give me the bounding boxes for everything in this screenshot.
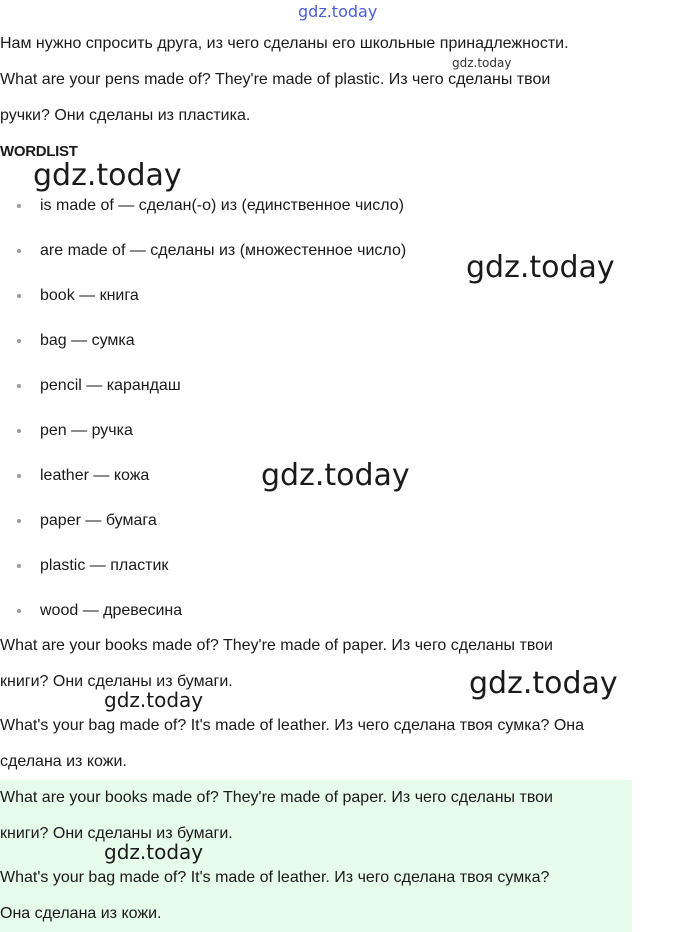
bullet-icon — [17, 204, 21, 208]
bullet-icon — [17, 609, 21, 613]
intro-line-2: What are your pens made of? They're made of plastic. Из чего сделаны твои — [0, 71, 551, 88]
bullet-icon — [17, 294, 21, 298]
bullet-icon — [17, 564, 21, 568]
bullet-icon — [17, 384, 21, 388]
answer-line-2: книги? Они сделаны из бумаги. — [0, 825, 233, 842]
watermark: gdz.today — [104, 688, 204, 712]
example-line-4: сделана из кожи. — [0, 753, 127, 770]
list-item-text: book — книга — [40, 287, 139, 304]
list-item-text: pencil — карандаш — [40, 377, 181, 394]
list-item — [0, 499, 680, 544]
list-item-text: are made of — сделаны из (множестенное число) — [40, 242, 407, 259]
list-item — [0, 364, 680, 409]
watermark: gdz.today — [261, 458, 410, 493]
list-item-text: paper — бумага — [40, 512, 157, 529]
watermark: gdz.today — [33, 158, 182, 193]
bullet-icon — [17, 339, 21, 343]
list-item-text: wood — древесина — [40, 602, 183, 619]
bullet-icon — [17, 519, 21, 523]
intro-line-3: ручки? Они сделаны из пластика. — [0, 107, 251, 124]
example-line-1: What are your books made of? They're made of paper. Из чего сделаны твои — [0, 637, 553, 654]
list-item — [0, 319, 680, 364]
answer-line-1: What are your books made of? They're made of paper. Из чего сделаны твои — [0, 789, 553, 806]
example-line-2: книги? Они сделаны из бумаги. — [0, 673, 233, 690]
list-item-text: plastic — пластик — [40, 557, 169, 574]
wordlist-heading: WORDLIST — [0, 143, 78, 160]
watermark: gdz.today — [452, 56, 512, 70]
watermark: gdz.today — [104, 840, 204, 864]
example-line-3: What's your bag made of? It's made of leather. Из чего сделана твоя сумка? Она — [0, 717, 584, 734]
answer-line-3: What's your bag made of? It's made of leather. Из чего сделана твоя сумка? — [0, 869, 550, 886]
answer-line-4: Она сделана из кожи. — [0, 905, 162, 922]
intro-line-1: Нам нужно спросить друга, из чего сделаны его школьные принадлежности. — [0, 35, 569, 52]
watermark: gdz.today — [469, 666, 618, 701]
list-item-text: leather — кожа — [40, 467, 150, 484]
watermark: gdz.today — [466, 250, 615, 285]
list-item-text: bag — сумка — [40, 332, 135, 349]
list-item — [0, 409, 680, 454]
bullet-icon — [17, 429, 21, 433]
bullet-icon — [17, 249, 21, 253]
list-item — [0, 544, 680, 589]
list-item-text: is made of — сделан(-о) из (единственное число) — [40, 197, 404, 214]
list-item-text: pen — ручка — [40, 422, 133, 439]
watermark: gdz.today — [298, 2, 378, 21]
bullet-icon — [17, 474, 21, 478]
